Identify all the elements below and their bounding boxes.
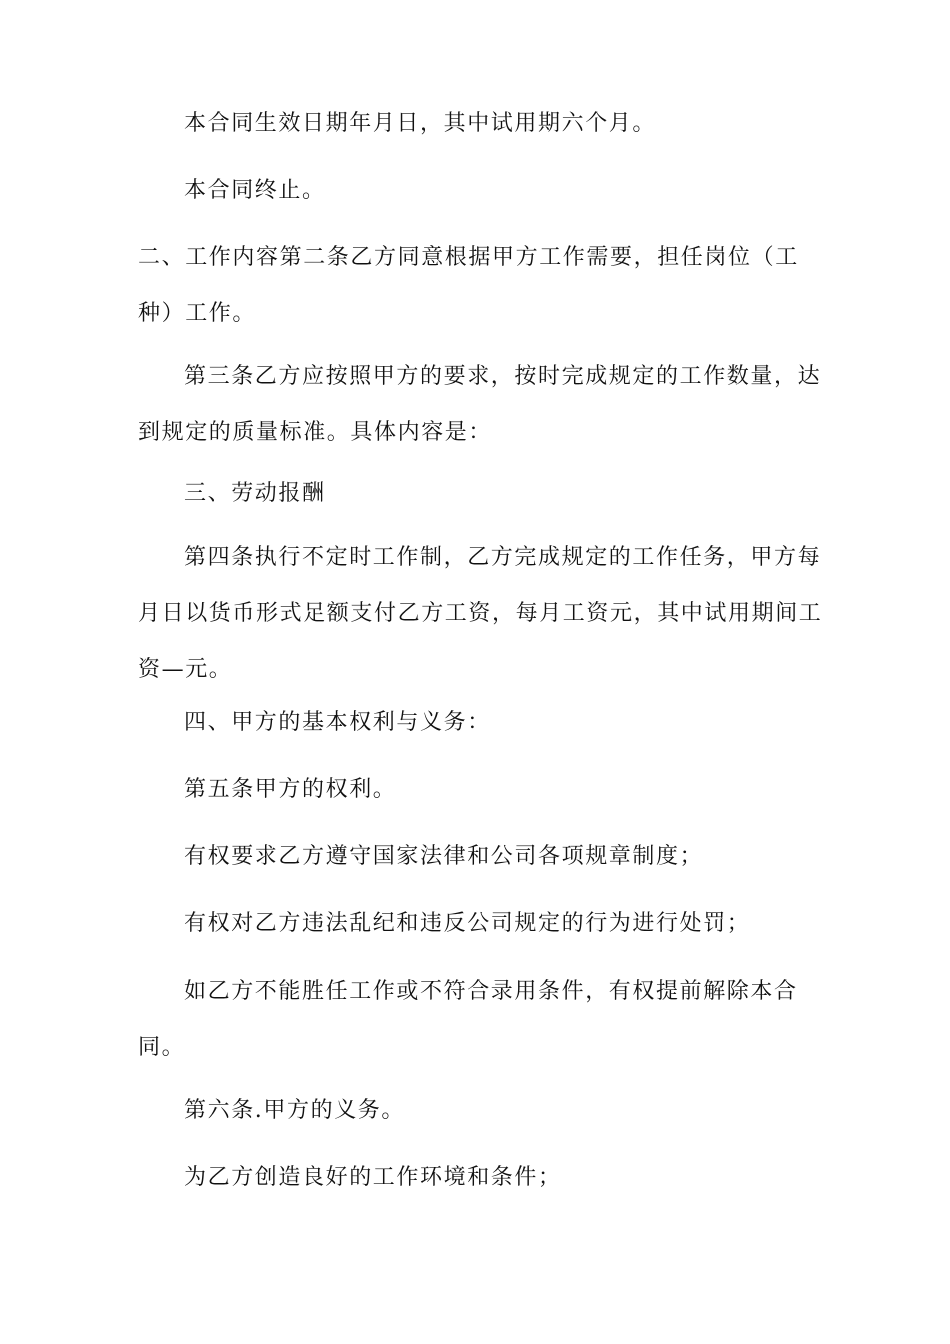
paragraph-article-5: 第五条甲方的权利。 — [184, 777, 397, 802]
paragraph-effective-date: 本合同生效日期年月日，其中试用期六个月。 — [184, 111, 657, 136]
paragraph-article-4: 第四条执行不定时工作制，乙方完成规定的工作任务，甲方每月日以货币形式足额支付乙方工资，每月工资元，其中试用期间工资—元。 — [138, 545, 823, 682]
paragraph-work-content: 二、工作内容第二条乙方同意根据甲方工作需要，担任岗位（工种）工作。 — [138, 245, 799, 326]
paragraph-article-6: 第六条.甲方的义务。 — [184, 1098, 405, 1123]
section-heading-party-a-rights: 四、甲方的基本权利与义务： — [184, 710, 491, 735]
list-item-right-1: 有权要求乙方遵守国家法律和公司各项规章制度； — [184, 844, 704, 869]
list-item-right-3: 如乙方不能胜任工作或不符合录用条件，有权提前解除本合同。 — [138, 979, 798, 1060]
list-item-right-2: 有权对乙方违法乱纪和违反公司规定的行为进行处罚； — [184, 911, 751, 936]
paragraph-article-3: 第三条乙方应按照甲方的要求，按时完成规定的工作数量，达到规定的质量标准。具体内容是： — [138, 364, 822, 445]
section-heading-remuneration: 三、劳动报酬 — [184, 481, 326, 506]
paragraph-termination: 本合同终止。 — [184, 178, 326, 203]
list-item-duty-1: 为乙方创造良好的工作环境和条件； — [184, 1165, 562, 1190]
